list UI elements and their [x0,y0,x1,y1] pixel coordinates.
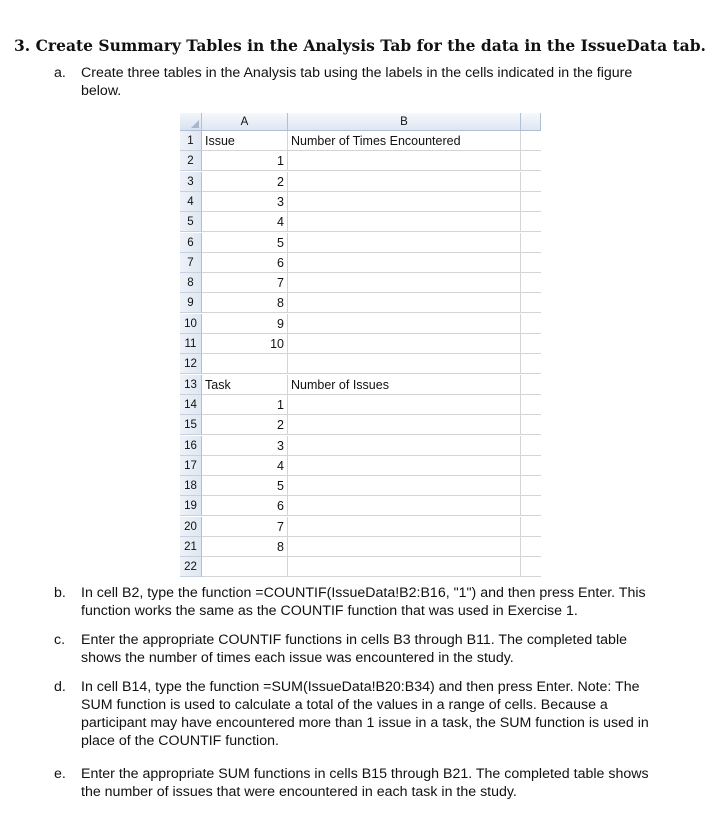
cell-a[interactable]: 4 [202,212,288,232]
cell-b[interactable] [288,395,521,415]
sheet-row [180,212,522,232]
cell-b[interactable] [288,537,521,557]
cell-b[interactable] [288,334,521,354]
cell-b[interactable] [288,436,521,456]
cell-c[interactable] [521,415,541,435]
cell-c[interactable] [521,131,541,151]
cell-c[interactable] [521,293,541,313]
cell-a[interactable]: 8 [202,537,288,557]
row-number: 16 [180,436,202,456]
sheet-row [180,436,522,456]
cell-c[interactable] [521,517,541,537]
step-d [54,678,654,750]
sheet-row [180,151,522,171]
sheet-row [180,334,522,354]
cell-a[interactable]: 5 [202,233,288,253]
row-number: 8 [180,273,202,293]
step-e-marker: e. [54,766,66,782]
sheet-row [180,395,522,415]
cell-b[interactable] [288,233,521,253]
sheet-row [180,557,522,577]
cell-c[interactable] [521,395,541,415]
cell-a[interactable]: 3 [202,192,288,212]
cell-b[interactable] [288,415,521,435]
cell-c[interactable] [521,172,541,192]
row-number: 21 [180,537,202,557]
cell-a[interactable]: 9 [202,314,288,334]
cell-a[interactable]: 1 [202,395,288,415]
sheet-row [180,537,522,557]
row-number: 13 [180,375,202,395]
cell-c[interactable] [521,354,541,374]
row-number: 17 [180,456,202,476]
cell-c[interactable] [521,537,541,557]
row-number: 4 [180,192,202,212]
cell-b[interactable] [288,253,521,273]
cell-c[interactable] [521,314,541,334]
cell-b[interactable] [288,456,521,476]
row-number: 6 [180,233,202,253]
sheet-row [180,273,522,293]
sheet-row [180,354,522,374]
cell-c[interactable] [521,557,541,577]
cell-c[interactable] [521,192,541,212]
cell-c[interactable] [521,273,541,293]
row-number: 1 [180,131,202,151]
step-b-marker: b. [54,585,66,601]
sheet-row [180,415,522,435]
cell-a[interactable] [202,354,288,374]
cell-b[interactable] [288,293,521,313]
row-number: 20 [180,517,202,537]
row-number: 19 [180,496,202,516]
cell-b[interactable] [288,212,521,232]
step-e [54,765,654,801]
cell-c[interactable] [521,233,541,253]
cell-b[interactable]: Number of Times Encountered [288,131,521,151]
cell-b[interactable] [288,273,521,293]
row-number: 5 [180,212,202,232]
cell-c[interactable] [521,436,541,456]
column-header-c [521,113,541,131]
cell-b[interactable] [288,476,521,496]
cell-b[interactable] [288,517,521,537]
step-c-text: Enter the appropriate COUNTIF functions in cells B3 through B11. The completed table shows the number of times each issue was encountered in the study. [81,632,627,666]
sheet-row [180,517,522,537]
row-number: 18 [180,476,202,496]
cell-b[interactable]: Number of Issues [288,375,521,395]
cell-a[interactable]: 7 [202,517,288,537]
sheet-row [180,314,522,334]
cell-b[interactable] [288,172,521,192]
row-number: 9 [180,293,202,313]
row-number: 14 [180,395,202,415]
cell-a[interactable]: 2 [202,415,288,435]
cell-a[interactable]: 3 [202,436,288,456]
step-a-marker: a. [54,65,66,81]
cell-a[interactable]: 5 [202,476,288,496]
sheet-row [180,253,522,273]
row-number: 3 [180,172,202,192]
step-c-marker: c. [54,632,66,648]
cell-b[interactable] [288,192,521,212]
row-number: 10 [180,314,202,334]
spreadsheet-figure [180,113,522,574]
sheet-row [180,496,522,516]
row-number: 11 [180,334,202,354]
cell-a[interactable]: 10 [202,334,288,354]
step-a-text: Create three tables in the Analysis tab using the labels in the cells indicated in the figure below. [81,65,633,99]
step-b-text: In cell B2, type the function =COUNTIF(IssueData!B2:B16, "1") and then press Enter. This function works the same as the COUNTIF function that was used in Exercise 1. [81,585,646,619]
sheet-row [180,233,522,253]
sheet-row [180,192,522,212]
cell-a[interactable]: 8 [202,293,288,313]
row-number: 7 [180,253,202,273]
sheet-row [180,375,522,395]
sheet-row [180,293,522,313]
sheet-row [180,456,522,476]
sheet-row [180,476,522,496]
step-b [54,584,654,620]
column-header-a: A [202,113,288,131]
row-number: 15 [180,415,202,435]
cell-b[interactable] [288,557,521,577]
cell-c[interactable] [521,476,541,496]
cell-a[interactable]: 6 [202,253,288,273]
column-header-b: B [288,113,521,131]
cell-b[interactable] [288,354,521,374]
cell-c[interactable] [521,212,541,232]
step-c [54,631,654,667]
cell-c[interactable] [521,334,541,354]
cell-a[interactable]: 2 [202,172,288,192]
cell-a[interactable]: Task [202,375,288,395]
cell-b[interactable] [288,314,521,334]
cell-c[interactable] [521,151,541,171]
cell-a[interactable]: 1 [202,151,288,171]
row-number: 12 [180,354,202,374]
cell-b[interactable] [288,151,521,171]
sheet-row [180,131,522,151]
cell-a[interactable]: Issue [202,131,288,151]
select-all-corner [180,113,202,131]
cell-a[interactable]: 6 [202,496,288,516]
cell-c[interactable] [521,253,541,273]
row-number: 22 [180,557,202,577]
cell-c[interactable] [521,456,541,476]
cell-b[interactable] [288,496,521,516]
step-d-marker: d. [54,679,66,695]
cell-c[interactable] [521,496,541,516]
row-number: 2 [180,151,202,171]
cell-a[interactable]: 4 [202,456,288,476]
sheet-row [180,172,522,192]
step-d-text: In cell B14, type the function =SUM(IssueData!B20:B34) and then press Enter. Note: The SUM function is used to calculate a total of the values in a range of cells. Because a participant may have encountered more than 1 issue in a task, the SUM function is used in place of the COUNTIF function. [81,679,649,749]
step-a [54,64,654,100]
section-heading: 3. Create Summary Tables in the Analysis Tab for the data in the IssueData tab. [14,36,706,55]
step-e-text: Enter the appropriate SUM functions in cells B15 through B21. The completed table shows the number of issues that were encountered in each task in the study. [81,766,649,800]
cell-c[interactable] [521,375,541,395]
cell-a[interactable]: 7 [202,273,288,293]
cell-a[interactable] [202,557,288,577]
